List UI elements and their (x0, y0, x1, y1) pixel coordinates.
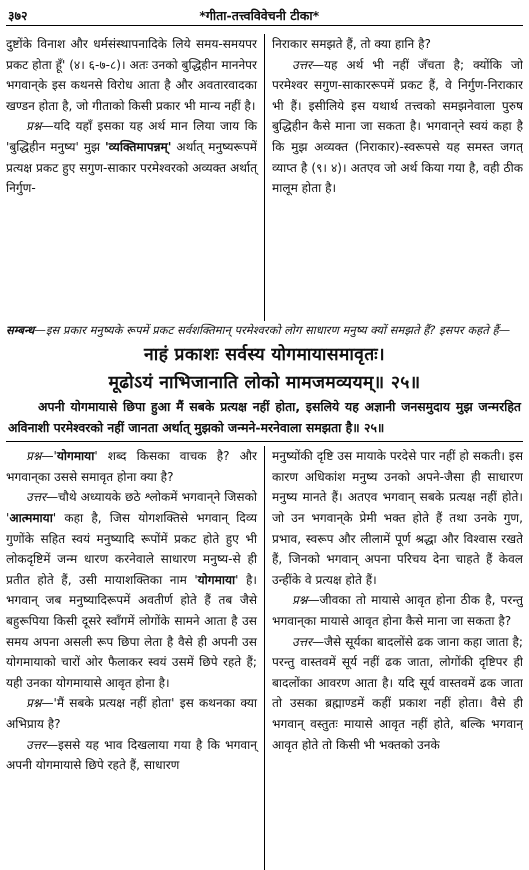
paragraph: उत्तर—जैसे सूर्यका बादलोंसे ढक जाना कहा जाता है; परन्तु वास्तवमें सूर्य नहीं ढक जाता, लोगोंकी दृष्टिपर ही बादलोंका आवरण आता है। यदि सूर्य वास्तवमें ढक जाता तो उसका ब्रह्माण्डमें कहीं प्रकाश नहीं होता। वैसे ही भगवान् वस्तुतः मायासे आवृत नहीं होते, बल्कि भगवान् आवृत होते तो किसी भी भक्तको उनके (272, 634, 523, 752)
top-right-column (264, 34, 523, 321)
page-header (6, 0, 523, 26)
context-note: सम्बन्ध—इस प्रकार मनुष्यके रूपमें प्रकट सर्वशक्तिमान् परमेश्वरको लोग साधारण मनुष्य क्यों समझते हैं? इसपर कहते हैं— (6, 323, 511, 337)
verse-line-1: नाहं प्रकाशः सर्वस्य योगमायासमावृतः। (144, 345, 385, 365)
paragraph: प्रश्न—'मैं सबके प्रत्यक्ष नहीं होता' इस कथनका क्या अभिप्राय है? (6, 696, 257, 731)
paragraph: उत्तर—चौथे अध्यायके छठे श्लोकमें भगवान्‌ने जिसको 'आत्ममाया' कहा है, जिस योगशक्तिसे भगवान् दिव्य गुणोंके सहित स्वयं मनुष्यादि रूपोंमें प्रकट होते हुए भी लोकदृष्टिमें जन्म धारण करनेवाले साधारण मनुष्य-से ही प्रतीत होते हैं, उसी मायाशक्तिका नाम 'योगमाया' है। भगवान् जब मनुष्यादिरूपमें अवतीर्ण होते हैं तब जैसे बहुरूपिया किसी दूसरे स्वाँगमें लोगोंके सामने आता है उस समय अपना असली रूप छिपा लेता है वैसे ही अपनी उस योगमायाको चारों ओर फैलाकर स्वयं उसमें छिपे रहते हैं; यही उनका योगमायासे आवृत होना है। (6, 490, 257, 690)
paragraph: प्रश्न—जीवका तो मायासे आवृत होना ठीक है, परन्तु भगवान्‌का मायासे आवृत होना कैसे माना जा सकता है? (272, 593, 523, 628)
paragraph: मनुष्योंकी दृष्टि उस मायाके परदेसे पार नहीं हो सकती। इस कारण अधिकांश मनुष्य उनको अपने-जैसा ही साधारण मनुष्य मानते हैं। अतएव भगवान् सबके प्रत्यक्ष नहीं होते। जो उन भगवान्‌के प्रेमी भक्त होते हैं तथा उनके गुण, प्रभाव, स्वरूप और लीलामें पूर्ण श्रद्धा और विश्वास रखते हैं, जिनको भगवान् अपना परिचय देना चाहते हैं केवल उन्हींके वे प्रत्यक्ष होते हैं। (272, 449, 523, 587)
running-title: *गीता-तत्त्वविवेचनी टीका* (199, 8, 320, 23)
paragraph: प्रश्न—यदि यहाँ इसका यह अर्थ मान लिया जाय कि 'बुद्धिहीन मनुष्य' मुझ 'व्यक्तिमापन्नम्' अर्थात् मनुष्यरूपमें प्रत्यक्ष प्रकट हुए सगुण-साकार परमेश्वरको अव्यक्त अर्थात् निर्गुण- (6, 119, 257, 196)
paragraph: निराकार समझते हैं, तो क्या हानि है? (272, 37, 431, 51)
paragraph: दुष्टोंके विनाश और धर्मसंस्थापनादिके लिये समय-समयपर प्रकट होता हूँ' (४। ६-७-८)। अतः उनको बुद्धिहीन माननेपर भगवान्‌के इस कथनसे विरोध आता है और अवतारवादका खण्डन होता है, जो गीताको किसी प्रकार भी मान्य नहीं है। (6, 37, 257, 113)
top-columns (6, 34, 523, 321)
page-number: ३७२ (8, 8, 28, 23)
paragraph: उत्तर—यह अर्थ भी नहीं जँचता है; क्योंकि जो परमेश्वर सगुण-साकाररूपमें प्रकट हैं, वे निर्गुण-निराकार भी हैं। इसीलिये इस यथार्थ तत्त्वको समझनेवाला पुरुष बुद्धिहीन कैसे माना जा सकता है। भगवान्‌ने स्वयं कहा है कि मुझ अव्यक्त (निराकार)-स्वरूपसे यह समस्त जगत् व्याप्त है (९। ४)। अतएव जो अर्थ किया गया है, वही ठीक मालूम होता है। (272, 57, 523, 196)
bottom-left-column (6, 446, 264, 870)
top-left-column (6, 34, 264, 321)
bottom-columns (6, 441, 523, 870)
verse-meaning: अपनी योगमायासे छिपा हुआ मैं सबके प्रत्यक्ष नहीं होता, इसलिये यह अज्ञानी जनसमुदाय मुझ जन्मरहित अविनाशी परमेश्वरको नहीं जानता अर्थात् मुझको जन्मने-मरनेवाला समझता है॥ २५॥ (8, 399, 521, 435)
bottom-right-column (264, 446, 523, 870)
paragraph: उत्तर—इससे यह भाव दिखलाया गया है कि भगवान् अपनी योगमायासे छिपे रहते हैं, साधारण (6, 737, 257, 773)
verse-line-2: मूढोऽयं नाभिजानाति लोको मामजमव्ययम्‌॥ २५॥ (108, 373, 421, 393)
paragraph: प्रश्न—'योगमाया' शब्द किसका वाचक है? और भगवान्‌का उससे समावृत होना क्या है? (6, 449, 257, 484)
verse (6, 341, 523, 397)
